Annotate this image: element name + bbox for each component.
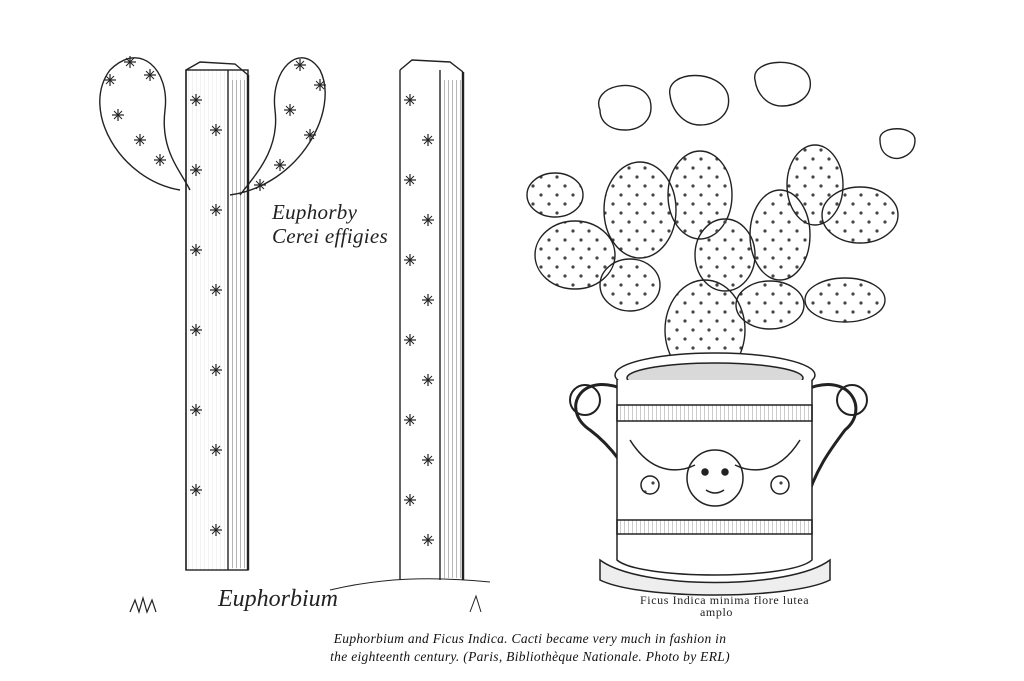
ficus-label-line2: amplo: [700, 605, 733, 619]
euphorby-label-line2: Cerei effigies: [272, 224, 388, 248]
ficus-indica-label: [640, 594, 809, 618]
ficus-label-line1: Ficus Indica minima flore lutea: [640, 593, 810, 607]
caption-line1: Euphorbium and Ficus Indica. Cacti became very much in fashion in: [333, 631, 727, 646]
prickly-pear-cactus: [527, 62, 915, 380]
euphorbium-label: Euphorbium: [218, 586, 338, 612]
caption-line2: the eighteenth century. (Paris, Bibliothèque Nationale. Photo by ERL): [330, 649, 730, 664]
euphorby-label-line1: Euphorby: [272, 200, 358, 224]
euphorby-label: [272, 200, 388, 248]
ornamental-urn: [570, 353, 867, 595]
figure-caption: [230, 630, 830, 666]
branching-euphorbia: [100, 58, 325, 570]
cactus-spines: [104, 56, 434, 546]
